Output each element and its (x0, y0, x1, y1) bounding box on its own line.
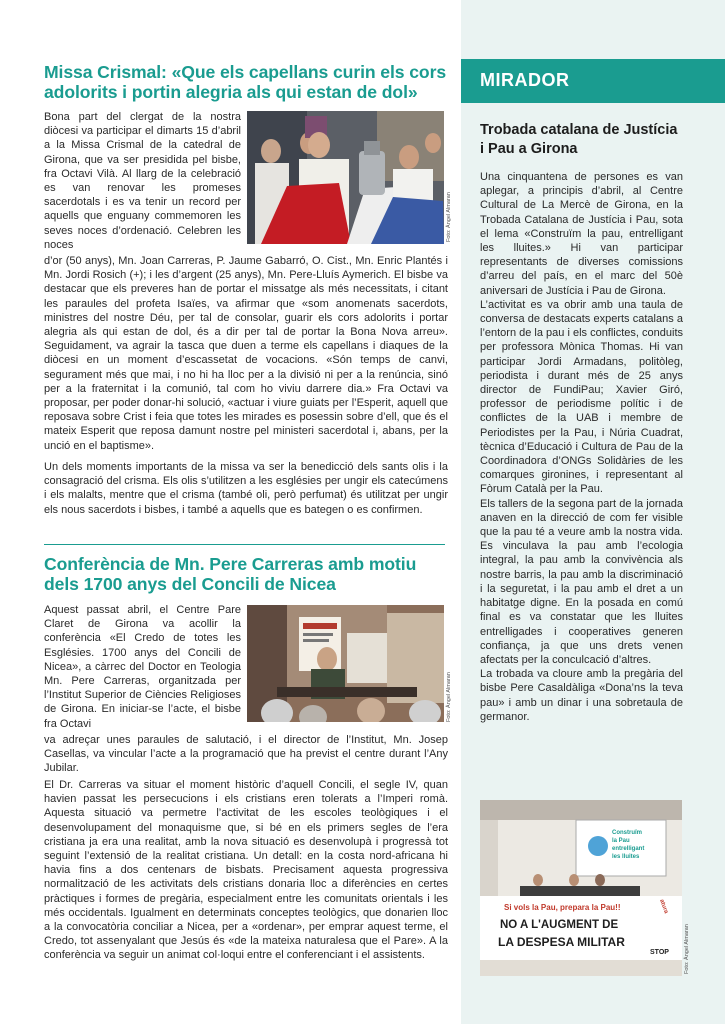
conference-photo (247, 605, 444, 722)
chrism-mass-illustration (247, 111, 444, 244)
article2-photo-credit: Foto: Àngel Almaran (446, 672, 452, 722)
mirador-section-label: MIRADOR (480, 70, 570, 90)
banner-big-text-1: NO A L'AUGMENT DE (500, 919, 619, 931)
screen-text-3: entrelligant (612, 846, 645, 852)
article1-intro-text: Bona part del clergat de la nostra diòcesi va participar el dimarts 15 d’abril a la Missa Crismal de la catedral de Girona, que va ser presidida pel bisbe, fra Octavi Vilà. Al llarg de la celebració es van renovar les promeses sacerdotals i es va tenir un record per aquells que enguany commemoren les seves noces d’ordenació. Celebren les noces (44, 111, 241, 251)
article1-body-text-2: Un dels moments importants de la missa va ser la benedicció dels sants olis i la consagració del crisma. Els olis s’utilitzen a les esglésies per ungir els catecúmens i els malalts, mentre que el crisma (també oli, però perfumat) és utilitzat per ungir els nous sacerdots i bisbes, i també a aquells que es bategen o es confirmen. (44, 461, 448, 516)
sidebar-title: Trobada catalana de Justícia i Pau a Girona (480, 122, 678, 157)
banner-stop-text: STOP (650, 949, 669, 956)
sidebar-paragraph: La trobada va cloure amb la pregària del bisbe Pere Casaldàliga «Dona’ns la teva pau» i amb un dinar i una sobretaula de germanor. (480, 668, 683, 723)
article1-body-text: d’or (50 anys), Mn. Joan Carreras, P. Jaume Gabarró, O. Cist., Mn. Enric Plantés i Mn. Jordi Rosich (+); i les d’argent (25 anys), Mn. Pere-Lluís Aymerich. El bisbe va destacar que els preveres han de portar el missatge als més necessitats, i citant les paraules del profeta Isaïes, va afirmar que «som anomenats sacerdots, ministres del nostre Déu, per tal de consolar, guarir els cors adolorits i portar alegria als qui estan de dol, és a dir per tal de portar la Bona Nova arreu». Seguidament, va agrair la tasca que duen a terme els capellans i diaques de la diòcesi en un moment d’escassetat de vocacions. «Són temps de canvi, segurament més que mai, i no hi ha lloc per a la divisió ni per a la renúncia, sinó per a la fraternitat i la comunió, tal com ho viviu darrere dia.» Fra Octavi va proposar, per poder donar-hi solució, «actuar i viure guiats per l’Esperit, aquell que reposava sobre Crist i feia que totes les mirades es posessin sobre d’ell, que és el mateix Esperit que reposa damunt nostre pel ministeri sacerdotal i, abans, per la unció en el baptisme». (44, 255, 448, 452)
article2-title: Conferència de Mn. Pere Carreras amb motiu dels 1700 anys del Concili de Nicea (44, 554, 417, 594)
screen-text-2: la Pau (612, 838, 630, 844)
article1-photo-credit: Foto: Àngel Almaran (446, 192, 452, 242)
article2-body-text: va adreçar unes paraules de salutació, i el director de l’Institut, Mn. Josep Casellas, va vincular l’acte a la programació que ha previst el centre durant l’Any Jubilar. (44, 734, 448, 775)
sidebar-paragraph: Els tallers de la segona part de la jornada anaven en la direcció de com fer visible que la pau té a veure amb la nostra vida. Es vinculava la pau amb l’ecologia integral, la pau amb la convivència als nostre barris, la pau amb la discriminació i la seguretat, i la pau amb el dret a un habitatge digne. En la posada en comú final es va constatar que les lluites entrelligades i cooperatives generen confiança, ja que uns drets venen afectats per la conculcació d’altres. (480, 497, 683, 666)
conference-illustration (247, 605, 444, 722)
justice-peace-illustration (480, 800, 682, 976)
chrism-mass-photo (247, 111, 444, 244)
screen-text-4: les lluites (612, 854, 640, 860)
sidebar-body (480, 170, 683, 724)
sidebar-photo-credit: Foto: Àngel Almaran (684, 924, 690, 974)
article2-body-text-2: El Dr. Carreras va situar el moment històric d’aquell Concili, el segle IV, quan havien passat les persecucions i els cristians eren tolerats a l’Imperi romà. Aquesta situació va permetre l’activitat de les escoles teològiques i el desenvolupament del monaquisme que, si bé en els primers segles de l’era cristiana ja era una realitat, amb la nova situació es desenvolupà i progressà tot seguint l’extensió de la realitat cristiana. Un detall: en la costa nord-africana hi havia fins a dos centenars de bisbats. Precisament aquesta progressiva normalització de les activitats dels cristians donaria lloc a diferències en certes pràctiques i formes de pregària, especialment entre les comunitats orientals i les més occidentals. Igualment en determinats conceptes teològics, que donarien lloc a la convocatòria conciliar a Nicea, per a «ordenar», per emprar aquest terme, el Credo, tot assenyalant que Jesús és «de la mateixa naturalesa que el Pare». A la conferència va seguir un animat col·loqui entre el conferenciant i el assistents. (44, 779, 448, 962)
section-divider (44, 544, 445, 545)
article2-intro-text: Aquest passat abril, el Centre Pare Claret de Girona va acollir la conferència «El Credo de totes les Esglésies. 1700 anys del Concili de Nicea», a càrrec del Doctor en Teologia Mn. Pere Carreras, organitzada per l’Institut Superior de Ciències Religioses de Girona. En iniciar-se l’acte, el bisbe fra Octavi (44, 604, 241, 730)
sidebar-paragraph: Una cinquantena de persones es van aplegar, a principis d’abril, al Centre Cultural de La Mercè de Girona, en la Trobada Catalana de Justícia i Pau, sota el lema «Construïm la pau, entrelligant les lluites.» Hi van participar representants de diverses comissions d’arreu del país, en el marc del 50è aniversari de Justícia i Pau de Girona. (480, 171, 683, 297)
screen-text-1: Construïm (612, 830, 642, 836)
justice-peace-photo (480, 800, 682, 976)
article1-title: Missa Crismal: «Que els capellans curin els cors adolorits i portin alegria als qui estan de dol» (44, 62, 447, 102)
banner-big-text-2: LA DESPESA MILITAR (498, 935, 625, 949)
banner-side-text: atura (658, 898, 669, 915)
banner-small-text: Si vols la Pau, prepara la Pau!! (504, 903, 621, 912)
sidebar-paragraph: L’activitat es va obrir amb una taula de conversa de destacats experts catalans a l’entorn de la pau i els conflictes, conduits per professora Mònica Thomas. Hi van participar Jordi Armadans, politòleg, periodista i durant més de 25 anys director de FundiPau; Xavier Giró, professor de periodisme polític i de conflictes de la UAB i membre de Periodistes per la Pau, i Núria Cuadrat, tècnica d’Educació i Cultura de Pau de la Coordinadora d’ONGs Solidàries de les comarques gironines, i representant al Fòrum Català per la Pau. (480, 298, 684, 496)
